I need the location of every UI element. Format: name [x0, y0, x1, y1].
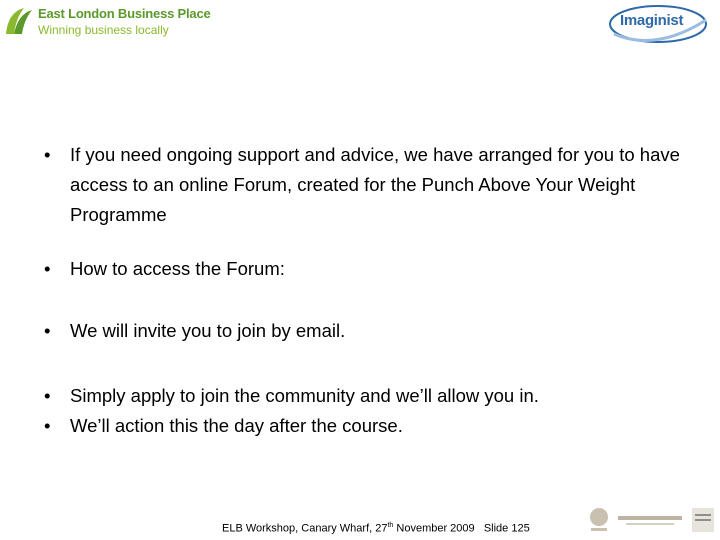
bullet-item — [44, 140, 690, 230]
slide-footer — [222, 522, 530, 535]
seal-icon — [586, 506, 612, 534]
bullet-text: How to access the Forum: — [70, 258, 285, 279]
bullet-dot: • — [44, 385, 51, 406]
bullet-dot: • — [44, 320, 51, 341]
elbp-tagline: Winning business locally — [38, 23, 169, 37]
footer-ordinal: th — [387, 522, 394, 529]
bullet-dot: • — [44, 144, 51, 165]
bullet-item — [44, 254, 690, 284]
bullet-item — [44, 411, 690, 441]
footer-event: ELB Workshop, Canary Wharf, 27 — [222, 522, 388, 535]
footer-date: November 2009 — [393, 522, 475, 535]
london-icon — [690, 506, 716, 534]
bullet-item — [44, 381, 690, 411]
bullet-text: We will invite you to join by email. — [70, 320, 346, 341]
bullet-text: Simply apply to join the community and we’ll allow you in. — [70, 385, 539, 406]
slide-number: Slide 125 — [483, 522, 530, 535]
bullet-dot: • — [44, 258, 51, 279]
bullet-text: We’ll action this the day after the course. — [70, 415, 403, 436]
bullet-dot: • — [44, 415, 51, 436]
bullet-text: If you need ongoing support and advice, we have arranged for you to have access to an online Forum, created for the Punch Above Your Weight Programme — [70, 144, 680, 225]
sponsor-seal-logo — [586, 506, 612, 539]
london-logo — [690, 506, 716, 539]
imaginist-wordmark: Imaginist — [620, 12, 684, 29]
bullet-item — [44, 316, 690, 346]
elbp-title: East London Business Place — [38, 6, 211, 21]
canary-wharf-icon — [618, 506, 682, 534]
canary-wharf-logo — [618, 506, 682, 539]
